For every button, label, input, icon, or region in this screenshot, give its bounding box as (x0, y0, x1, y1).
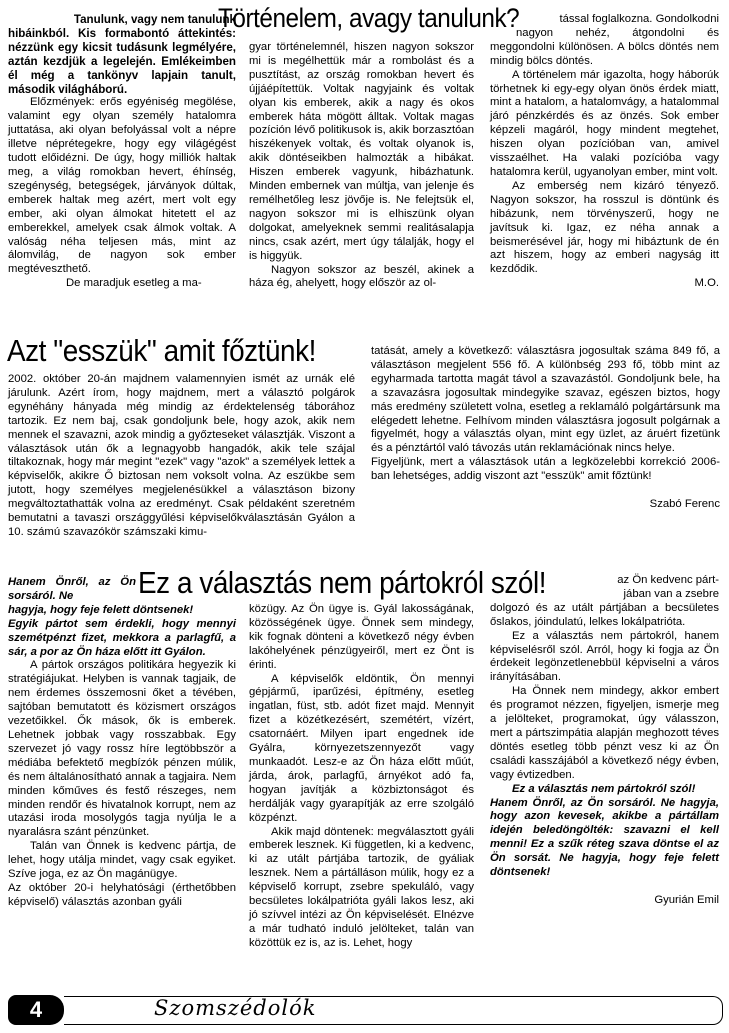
article-3-headline: Ez a választás nem pártokról szól! (138, 565, 547, 600)
article-3-column-2 (249, 603, 474, 951)
article-3-lead: Egyik pártot sem érdekli, hogy mennyi szemétpénzt fizet, mekkora a parlagfű, a sár, a por az Ön háza előtt itt Gyálon. (8, 617, 236, 658)
article-2-column-1 (8, 373, 355, 540)
article-2-column-2 (371, 345, 720, 512)
article-2-paragraph: Figyeljünk, mert a választások után a legközelebbi korrekció 2006-ban lehetséges, addig viszont azt "esszük" amit főztünk! (371, 456, 720, 483)
article-1-author: M.O. (694, 277, 719, 290)
article-2-paragraph: 2002. október 20-án majdnem valamennyien ismét az urnák elé járulunk. Azért írom, hogy majdnem, mert a választó polgárok egynéhány hányada még mindig az érdektelenség táborához tartozik. Ez nem baj, csak gondoljunk bele, hogy azok, akik nem mennek el szavazni, azok mindig a győzteseket választják. Viszont a választások után ők a legnagyobb hangadók, akik tele szájal tiltakoznak, hogy már megint "ezek" vagy "azok" a személyek lettek a képviselők, akikre Ő biztosan nem voksolt volna. Az eszükbe sem jutott, hogy személyes megjelenésükkel a választáson bizony megváltoztathatták volna az eredményt. Csak példaként szeretném bemutatni a tavaszi országgyűlési képviselőkválasztásán Gyálon a 10. számú szavazókör számszaki kimu- (8, 373, 355, 538)
article-3-column-1 (8, 576, 236, 910)
article-1-lead-first: Tanulunk, vagy nem tanulunk (73, 13, 236, 26)
article-3-author: Gyurián Emil (654, 893, 719, 906)
article-1-col3-first-line: tással foglalkozna. Gondolkodni (559, 13, 719, 25)
article-2-author: Szabó Ferenc (649, 498, 720, 511)
article-2-headline: Azt "esszük" amit főztünk! (7, 333, 316, 368)
article-1-paragraph: Előzmények: erős egyéniség megölése, valamint egy olyan személy hatalomra juttatása, aki olyan befolyással volt a népre illetve néprétegekre, hogy egy világégést tudott előidézni. De úgy, hogy milliók haltak meg, a világ romokban hevert, éhínség, szegénység, betegségek, járványok dúltak, emberek haltak meg azért, mert volt egy ember, aki olyan álmokat hitetett el az emberekkel, amelyek csak álmok voltak. A valóság néha teljesen más, mint az álomvilág, de nagyon sok ember megtéveszthető. (8, 96, 236, 276)
article-3-paragraph: Ha Önnek nem mindegy, akkor embert és programot nézzen, figyeljen, ismerje meg a jelölteket, programokat, úgy válasszon, mert a pártszimpátia alapján meghozott téves döntés esetleg több pénzt vesz ki az Ön családi kasszájából a következő négy évben, vagy évtizedben. (490, 685, 719, 781)
article-3-col3-second-line: jában van a zsebre (623, 587, 719, 600)
article-3-paragraph: Az október 20-i helyhatósági (érthetőbben képviselő) választás azonban gyáli (8, 881, 236, 908)
article-1-paragraph: A történelem már igazolta, hogy háborúk törhetnek ki egy-egy olyan önös érdek miatt, mint a hatalom, a hatalomvágy, a hatalommal járó pénzkérdés és az önzés. Sok ember képzeli magáról, hogy mindent megtehet, hiszen olyan pozícióban van, amivel visszaélhet. Ha valaki pozícióba vagy hatalomra kerül, ugyanolyan ember, mint volt. (490, 68, 719, 178)
article-1-paragraph: Nagyon sokszor az beszél, akinek a háza ég, ahelyett, hogy először az ol- (249, 263, 474, 290)
article-1-paragraph: De maradjuk esetleg a ma- (66, 277, 202, 290)
article-3-closing-bold: Hanem Önről, az Ön sorsáról. Ne hagyja, hogy azon kevesek, akikbe a pártállam idején beledöngölték: szavazni el kell menni! Ez a szűk réteg szava döntse el az Ön sorsát. Ne hagyja, hogy feje felett döntsenek! (490, 796, 719, 879)
footer-banner (64, 996, 723, 1025)
article-3-paragraph: Talán van Önnek is kedvenc pártja, de lehet, hogy utálja mindet, vagy csak egyiket. Szíve joga, ez az Ön magánügye. (8, 840, 236, 881)
article-1-headline: Történelem, avagy tanulunk? (218, 3, 520, 33)
article-3-col3-first-line: az Ön kedvenc párt- (617, 574, 719, 586)
article-1-paragraph: Az emberség nem kizáró tényező. Nagyon sokszor, ha rosszul is döntünk és hibázunk, nem törvényszerű, hogy ne javítsuk ki. Igaz, ez néha annak a beismerésével jár, hogy mi hibáztunk de én azt hiszem, hogy az emberi nagyság itt kezdődik. (490, 179, 719, 276)
article-3-paragraph: A képviselők eldöntik, Ön mennyi gépjármű, iparűzési, építmény, esetleg ingatlan, füst, stb. adót fizet majd. Mennyit fizet a közétkezésért, szemétért, vízért, csatornáért. Milyen ipart engednek ide Gyálra, környezetszennyezőt vagy munkaadót. Lesz-e az Ön háza előtt műút, járda, árok, parlagfű, árnyékot adó fa, hogyan javítják a közbiztonságot és herdálják vagy gyarapítják az erre szolgáló közpénzt. (249, 672, 474, 824)
article-3-paragraph: közügy. Az Ön ügye is. Gyál lakosságának, közösségének ügye. Önnek sem mindegy, kik fognak dönteni a következő négy évben lakóhelyének pénzügyeiről, mert ez Önt is érinti. (249, 603, 474, 671)
page-footer (8, 995, 723, 1025)
article-3-column-3 (490, 574, 719, 908)
article-1-column-2 (249, 41, 474, 291)
article-1-column-3 (490, 13, 719, 291)
article-1-column-1 (8, 13, 236, 291)
article-3-closing-bold: Ez a választás nem pártokról szól! (512, 782, 696, 795)
article-3-paragraph: Ez a választás nem pártokról, hanem képviselésről szól. Arról, hogy ki fogja az Ön érdekeit legönzetlenebbül képviselni a város irányításában. (490, 629, 719, 684)
article-3-lead-first: Hanem Önről, az Ön sorsáról. Ne (8, 576, 136, 602)
article-3-paragraph: dolgozó és az utált pártjában a becsületes őslakos, jóindulatú, lelkes lokálpatrióta. (490, 601, 719, 628)
article-1-lead: hibáinkból. Kis formabontó áttekintés: nézzünk egy kicsit tudásunk legmélyére, aztán kezdjük a legelején. Emlékeimben él még a tankönyv lapjain tanult, második világháború. (8, 26, 236, 96)
article-3-paragraph: A pártok országos politikára hegyezik ki stratégiájukat. Helyben is vannak tagjaik, de nem érdemes összemosni őket a tévében, sajtóban bemutatott és közismert országos vezetőikkel. Ők mások, ők is emberek. Lehetnek jobbak vagy rosszabbak. Egy szervezet jó vagy rossz híre legtöbbször a médiába befektető megbízók pénzen múlik, és nem általánosítható annak a tagjaira. Nem minden kőműves és festő részeges, nem minden rendőr és hivatalnok korrupt, nem az utazási iroda mosolygós tagja nyúlja le a nyaralásra szánt pénzünket. (8, 659, 236, 839)
article-1-paragraph: gyar történelemnél, hiszen nagyon sokszor mi is megélhettük már a rombolást és a pusztítást, az ország romokban hevert és újjáépítettük. Voltak nagyjaink és voltak olyan kis emberek, akik a nagy és okos emberek háta mögött álltak. Voltak magas pozíción lévő politikusok is, akik borzasztóan hiszékenyek voltak, és voltak olyanok is, akik döntéseikben halmozták a hibákat. Hiszen emberek vagyunk, hibázhatunk. Minden embernek van múltja, van jelenje és remélhetőleg lesz jövője is. Ne felejtsük el, nagyon sokszor mi is elhiszünk olyan dolgokat, amelyeknek semmi realitásalapja nincs, csak azért, mert úgy tálalják, hogy el is higgyük. (249, 41, 474, 262)
article-1-paragraph: nagyon nehéz, átgondolni és meggondolni különösen. A bölcs döntés nem mindig bölcs döntés. (490, 26, 719, 67)
article-3-lead: hagyja, hogy feje felett döntsenek! (8, 603, 194, 616)
article-3-paragraph: Akik majd döntenek: megválasztott gyáli emberek lesznek. Ki független, ki a kedvenc, ki az utált pártjába tartozik, de gyáliak lesznek. Nem a pártálláson múlik, hogy ez a képviselő korrupt, zsebre spekuláló, vagy becsületes lokálpatrióta gyáli lakos lesz, aki jó szívvel intézi az Ön képviselését. Elnézve a már tudható induló jelölteket, talán van közöttük ez is, az is. Lehet, hogy (249, 825, 474, 949)
publication-title: Szomszédolók (154, 996, 317, 1020)
article-2-paragraph: tatását, amely a következő: választásra jogosultak száma 849 fő, a választáson megjelent 556 fő. A különbség 293 fő, több mint az egyharmada tartotta magát távol a szavazástól. Gondoljunk bele, ha a szavazásra jogosultak mindegyike szavaz, egészen biztos, hogy más eredmény született volna, esetleg a reklamáló polgártársunk ma elégedett lehetne. Felhívom minden választásra jogosult polgárnak a figyelmét, hogy a választás olyan, mint egy üzlet, az áruért fizetünk és a pénztártól való távozás után reklamációnak nincs helye. (371, 345, 720, 455)
page-number: 4 (8, 995, 64, 1025)
